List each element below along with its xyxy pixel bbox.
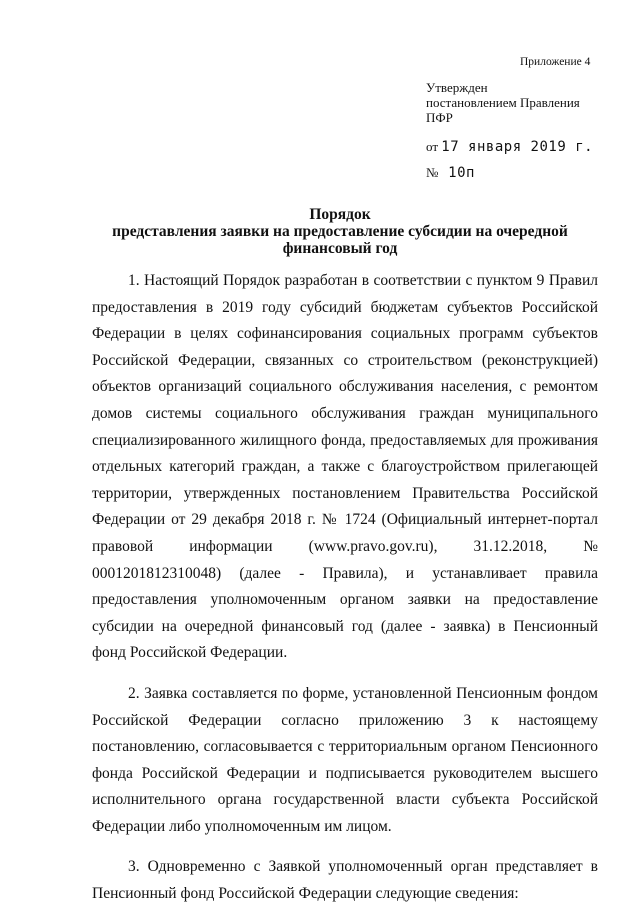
- approval-number-value: 10п: [448, 165, 475, 181]
- paragraph-1: 1. Настоящий Порядок разработан в соответствии с пунктом 9 Правил предоставления в 2019 году субсидий бюджетам субъектов Российской Федерации в целях софинансирования социальных программ субъектов Российской Федерации, связанных со строительством (реконструкцией) объектов организаций социального обслуживания населения, с ремонтом домов системы социального обслуживания граждан муниципального специализированного жилищного фонда, предоставляемых для проживания отдельных категорий граждан, а также с благоустройством прилегающей территории, утвержденных постановлением Правительства Российской Федерации от 29 декабря 2018 г. № 1724 (Официальный интернет-портал правовой информации (www.pravo.gov.ru), 31.12.2018, № 0001201812310048) (далее - Правила), и устанавливает правила предоставления уполномоченным органом заявки на предоставление субсидии на очередной финансовый год (далее - заявка) в Пенсионный фонд Российской Федерации.: [92, 272, 598, 662]
- approval-date: [426, 139, 626, 155]
- approval-line-pfr: ПФР: [426, 110, 453, 125]
- title-line-1: Порядок: [309, 206, 371, 223]
- paragraph-3: 3. Одновременно с Заявкой уполномоченный орган представляет в Пенсионный фонд Российской Федерации следующие сведения:: [92, 858, 598, 903]
- approval-date-prefix: от: [426, 139, 439, 154]
- document-title: [80, 206, 600, 257]
- approval-block: [426, 80, 626, 181]
- approval-number-prefix: №: [426, 165, 439, 180]
- approval-number: [426, 165, 626, 181]
- approval-line-resolution: постановлением Правления: [426, 95, 580, 110]
- title-line-2: представления заявки на предоставление субсидии на очередной: [112, 223, 568, 240]
- title-line-3: финансовый год: [282, 240, 398, 257]
- approval-date-value: 17 января 2019 г.: [441, 139, 594, 155]
- appendix-label: Приложение 4: [520, 56, 591, 68]
- paragraph-2: 2. Заявка составляется по форме, установленной Пенсионным фондом Российской Федерации согласно приложению 3 к настоящему постановлению, согласовывается с территориальным органом Пенсионного фонда Российской Федерации и подписывается руководителем высшего исполнительного органа государственной власти субъекта Российской Федерации либо уполномоченным им лицом.: [92, 684, 598, 835]
- document-body: [92, 268, 598, 908]
- approval-line-approved: Утвержден: [426, 80, 488, 95]
